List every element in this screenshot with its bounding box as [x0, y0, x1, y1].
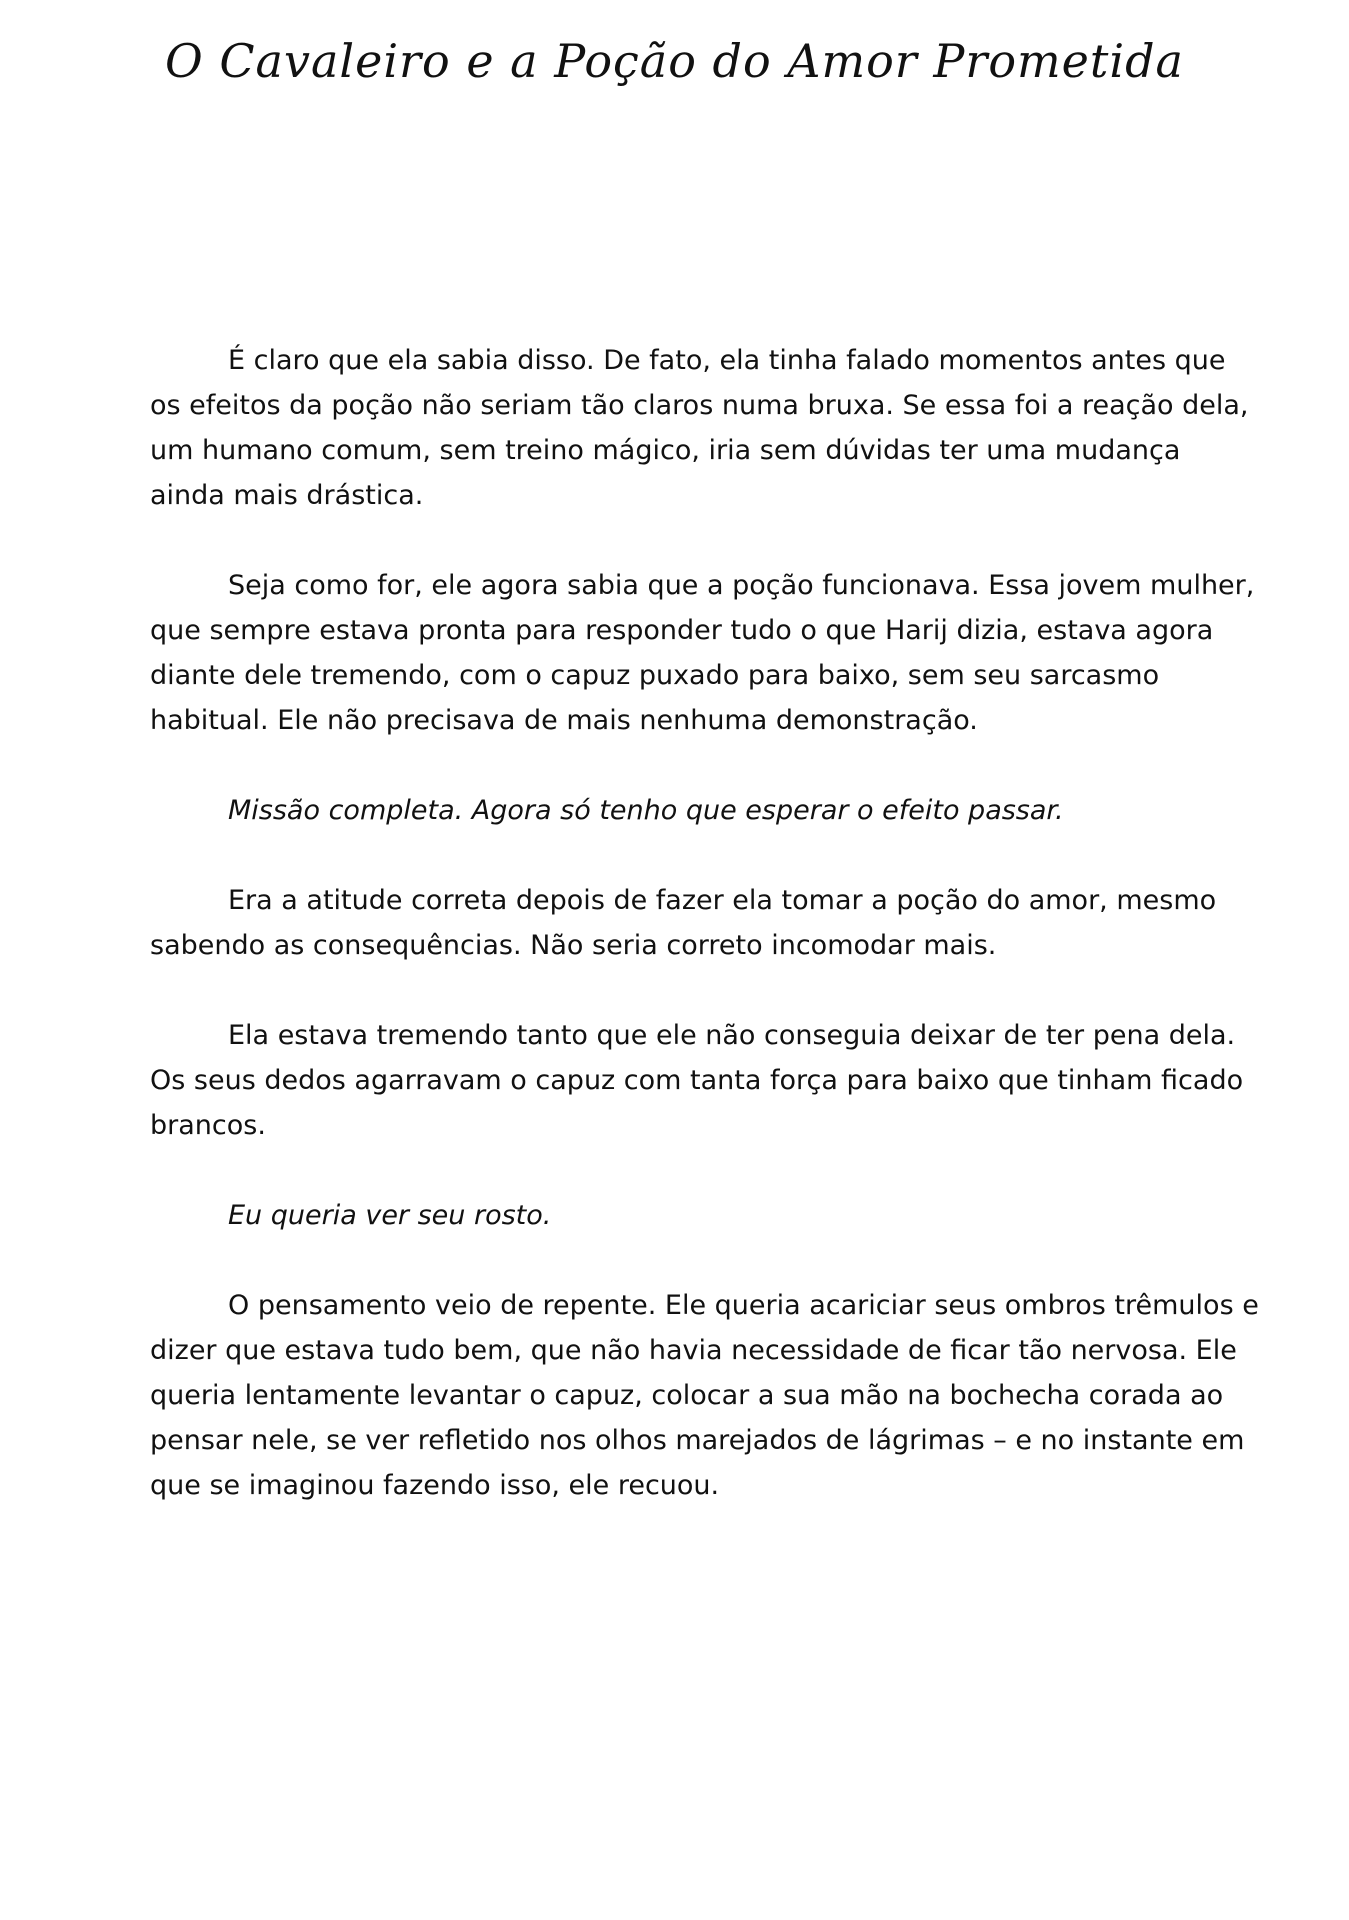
paragraph-5: Ela estava tremendo tanto que ele não conseguia deixar de ter pena dela. Os seus dedos agarravam o capuz com tanta força para baixo que tinham ficado brancos.: [150, 1020, 1244, 1141]
paragraph-6-thought: Eu queria ver seu rosto.: [228, 1200, 552, 1231]
paragraph-3-thought: Missão completa. Agora só tenho que esperar o efeito passar.: [228, 795, 1064, 826]
paragraph-4: Era a atitude correta depois de fazer ela tomar a poção do amor, mesmo sabendo as consequências. Não seria correto incomodar mais.: [150, 885, 1217, 961]
paragraph-1: É claro que ela sabia disso. De fato, ela tinha falado momentos antes que os efeitos da poção não seriam tão claros numa bruxa. Se essa foi a reação dela, um humano comum, sem treino mágico, iria sem dúvidas ter uma mudança ainda mais drástica.: [150, 345, 1249, 511]
paragraph-7: O pensamento veio de repente. Ele queria acariciar seus ombros trêmulos e dizer que estava tudo bem, que não havia necessidade de ficar tão nervosa. Ele queria lentamente levantar o capuz, colocar a sua mão na bochecha corada ao pensar nele, se ver refletido nos olhos marejados de lágrimas – e no instante em que se imaginou fazendo isso, ele recuou.: [150, 1290, 1259, 1501]
page-title: O Cavaleiro e a Poção do Amor Prometida: [165, 34, 1184, 88]
paragraph-2: Seja como for, ele agora sabia que a poção funcionava. Essa jovem mulher, que sempre estava pronta para responder tudo o que Harij dizia, estava agora diante dele tremendo, com o capuz puxado para baixo, sem seu sarcasmo habitual. Ele não precisava de mais nenhuma demonstração.: [150, 570, 1255, 736]
body-text: [150, 338, 1260, 1553]
